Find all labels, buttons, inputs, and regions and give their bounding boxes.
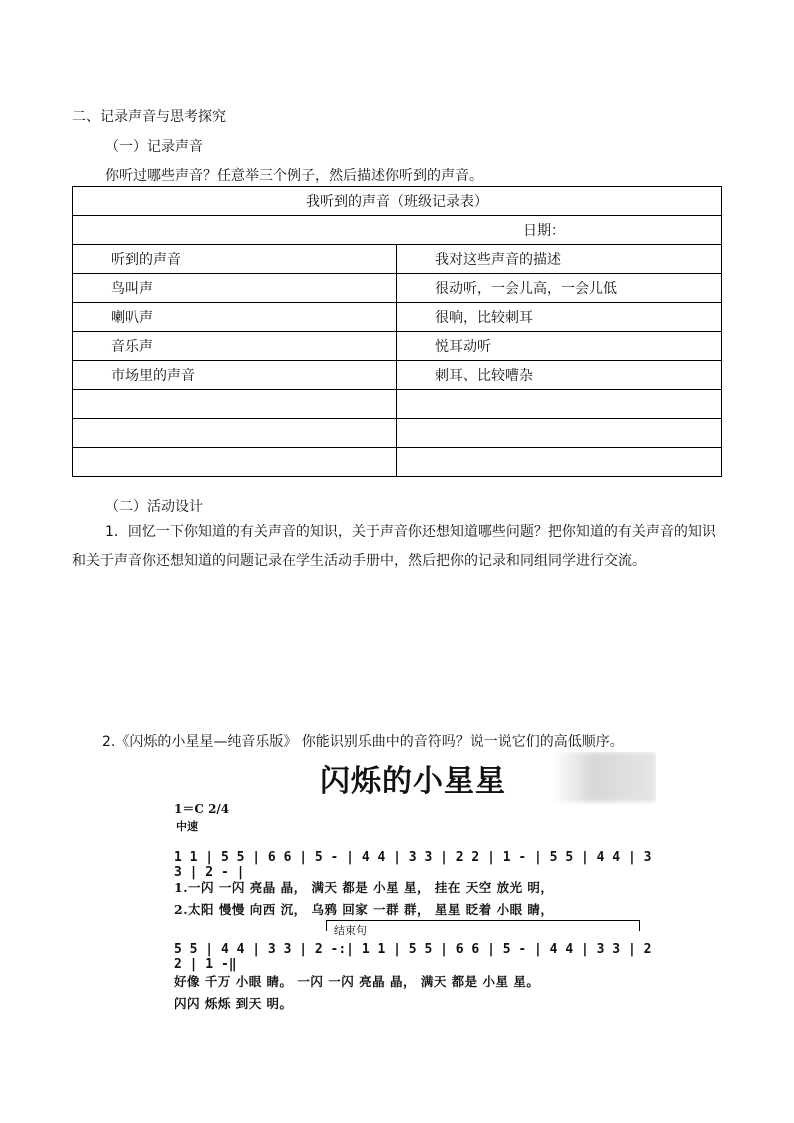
table-header-row [73, 245, 722, 274]
description-cell[interactable]: 刺耳、比较嘈杂 [397, 361, 722, 390]
lyrics-line-2b: 闪闪 烁烁 到天 明。 [174, 996, 293, 1011]
description-cell[interactable]: 很动听，一会儿高，一会儿低 [397, 274, 722, 303]
date-label: 日期： [73, 216, 722, 245]
sound-cell[interactable] [73, 419, 397, 448]
activity-2-text: 2.《闪烁的小星星—纯音乐版》 你能识别乐曲中的音符吗？说一说它们的高低顺序。 [102, 734, 624, 750]
sound-cell[interactable] [73, 390, 397, 419]
table-title: 我听到的声音（班级记录表） [73, 187, 722, 216]
sound-cell[interactable]: 鸟叫声 [73, 274, 397, 303]
table-row [73, 303, 722, 332]
sound-cell[interactable] [73, 448, 397, 477]
description-cell[interactable] [397, 448, 722, 477]
table-row [73, 361, 722, 390]
table-row [73, 332, 722, 361]
description-cell[interactable]: 很响，比较刺耳 [397, 303, 722, 332]
table-row [73, 274, 722, 303]
sound-cell[interactable]: 音乐声 [73, 332, 397, 361]
key-signature: 1＝C 2/4 [174, 802, 230, 816]
music-score-image [170, 752, 656, 1018]
notes-line-1: 1 1 | 5 5 | 6 6 | 5 - | 4 4 | 3 3 | 2 2 | 1 - | 5 5 | 4 4 | 3 3 | 2 - | [174, 850, 652, 880]
score-title: 闪烁的小星星 [320, 764, 506, 799]
tempo-marking: 中速 [176, 820, 198, 833]
header-sound: 听到的声音 [73, 245, 397, 274]
table-row [73, 390, 722, 419]
record-prompt: 你听过哪些声音？任意举三个例子，然后描述你听到的声音。 [105, 168, 483, 184]
sub-heading-record: （一）记录声音 [105, 139, 203, 155]
sound-cell[interactable]: 市场里的声音 [73, 361, 397, 390]
table-row [73, 419, 722, 448]
ending-bracket [326, 920, 640, 931]
lyrics-line-1b: 2.太阳 慢慢 向西 沉， 乌鸦 回家 一群 群， 星星 眨着 小眼 睛， [174, 902, 554, 917]
description-cell[interactable] [397, 419, 722, 448]
description-cell[interactable]: 悦耳动听 [397, 332, 722, 361]
description-cell[interactable] [397, 390, 722, 419]
header-description: 我对这些声音的描述 [397, 245, 722, 274]
lyrics-line-1a: 1.一闪 一闪 亮晶 晶， 满天 都是 小星 星， 挂在 天空 放光 明， [174, 880, 554, 895]
sub-heading-activity: （二）活动设计 [105, 499, 203, 515]
section-heading: 二、记录声音与思考探究 [72, 109, 226, 125]
notes-line-2: 5 5 | 4 4 | 3 3 | 2 -:| 1 1 | 5 5 | 6 6 | 5 - | 4 4 | 3 3 | 2 2 | 1 -‖ [174, 942, 652, 972]
sound-cell[interactable]: 喇叭声 [73, 303, 397, 332]
lyrics-line-2a: 好像 千万 小眼 睛。 一闪 一闪 亮晶 晶， 满天 都是 小星 星。 [174, 974, 540, 989]
sound-record-table [72, 186, 722, 477]
activity-1-text: 1．回忆一下你知道的有关声音的知识，关于声音你还想知道哪些问题？把你知道的有关声音的知识和关于声音你还想知道的问题记录在学生活动手册中，然后把你的记录和同组同学进行交流。 [72, 524, 716, 569]
ending-label: 结束句 [334, 924, 367, 937]
table-row [73, 448, 722, 477]
